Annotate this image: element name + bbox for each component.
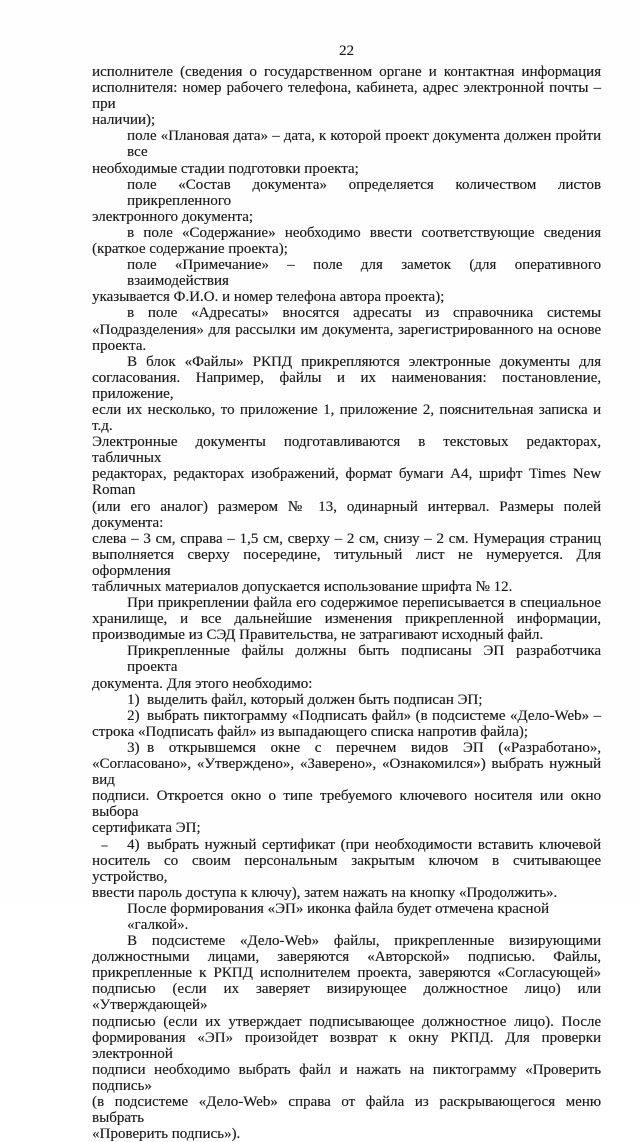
text-line: подписью (если их заверяет визирующее должностное лицо) или «Утверждающей»: [92, 981, 601, 1014]
text-line: редакторах, редакторах изображений, формат бумаги А4, шрифт Times New Roman: [92, 466, 601, 499]
paragraph: [92, 225, 601, 257]
text-block: [92, 64, 601, 1142]
text-line: ввести пароль доступа к ключу), затем нажать на кнопку «Продолжить».: [92, 884, 558, 901]
paragraph: [92, 128, 601, 176]
text-line: «Проверить подпись»).: [92, 1126, 241, 1142]
paragraph: [92, 257, 601, 305]
paragraph: [92, 837, 601, 901]
page-number: 22: [339, 43, 354, 59]
paragraph: [92, 305, 601, 353]
paragraph: [92, 692, 601, 708]
text-line: (краткое содержание проекта);: [92, 241, 288, 258]
text-line: (или его аналог) размером № 13, одинарный интервал. Размеры полей документа:: [92, 498, 601, 531]
text-line: проекта.: [92, 337, 147, 354]
text-line: в поле «Содержание» необходимо ввести соответствующие сведения: [127, 224, 601, 241]
text-line: подписи необходимо выбрать файл и нажать на пиктограмму «Проверить подпись»: [92, 1061, 601, 1094]
text-line: производимые из СЭД Правительства, не затрагивают исходный файл.: [92, 627, 544, 644]
text-line: 1) выделить файл, который должен быть подписан ЭП;: [127, 691, 483, 708]
text-line: должностными лицами, заверяются «Авторской» подписью. Файлы,: [92, 949, 601, 966]
text-line: сертификата ЭП;: [92, 820, 201, 837]
paragraph: [92, 933, 601, 1142]
text-line: Электронные документы подготавливаются в текстовых редакторах, табличных: [92, 434, 601, 467]
text-line: указывается Ф.И.О. и номер телефона автора проекта);: [92, 289, 445, 306]
text-line: 4) выбрать нужный сертификат (при необходимости вставить ключевой: [127, 836, 601, 853]
text-line: «Подразделения» для рассылки им документа, зарегистрированного на основе: [92, 321, 601, 338]
paragraph: [92, 64, 601, 128]
text-line: строка «Подписать файл» из выпадающего списка напротив файла);: [92, 723, 528, 740]
scan-artifact-mark: [101, 845, 108, 847]
text-line: выполняется сверху посередине, титульный лист не нумеруется. Для оформления: [92, 546, 601, 579]
text-line: исполнителя: номер рабочего телефона, кабинета, адрес электронной почты – при: [92, 80, 601, 113]
paragraph: [92, 740, 601, 837]
text-line: При прикреплении файла его содержимое переписывается в специальное: [127, 595, 601, 612]
paragraph: [92, 708, 601, 740]
text-line: поле «Состав документа» определяется количеством листов прикрепленного: [127, 176, 601, 209]
text-line: электронного документа;: [92, 208, 253, 225]
text-line: табличных материалов допускается использование шрифта № 12.: [92, 579, 513, 595]
text-line: исполнителе (сведения о государственном органе и контактная информация: [92, 64, 601, 80]
paragraph: [92, 901, 601, 933]
text-line: согласования. Например, файлы и их наименования: постановление, приложение,: [92, 369, 601, 402]
text-line: если их несколько, то приложение 1, приложение 2, пояснительная записка и т.д.: [92, 401, 601, 435]
text-line: поле «Плановая дата» – дата, к которой проект документа должен пройти все: [127, 128, 601, 161]
paragraph: [92, 354, 601, 595]
text-line: подписью (если их утверждает подписывающее должностное лицо). После: [92, 1013, 601, 1030]
text-line: документа. Для этого необходимо:: [92, 675, 313, 692]
text-line: прикрепленные к РКПД исполнителем проекта, заверяются «Согласующей»: [92, 965, 601, 982]
text-line: Прикрепленные файлы должны быть подписаны ЭП разработчика проекта: [127, 643, 601, 676]
text-line: необходимые стадии подготовки проекта;: [92, 160, 359, 177]
text-line: поле «Примечание» – поле для заметок (для оперативного взаимодействия: [127, 257, 601, 290]
text-line: наличии);: [92, 112, 156, 129]
text-line: носитель со своим персональным закрытым ключом в считывающее устройство,: [92, 852, 601, 885]
text-line: В блок «Файлы» РКПД прикрепляются электронные документы для: [127, 353, 601, 370]
text-line: 2) выбрать пиктограмму «Подписать файл» (в подсистеме «Дело-Web» –: [127, 707, 601, 724]
text-line: 3) в открывшемся окне с перечнем видов ЭП («Разработано»,: [127, 739, 601, 756]
text-line: В подсистеме «Дело-Web» файлы, прикрепленные визирующими: [127, 933, 601, 950]
text-line: в поле «Адресаты» вносятся адресаты из справочника системы: [127, 305, 601, 322]
paragraph: [92, 177, 601, 225]
text-line: подписи. Откроется окно о типе требуемого ключевого носителя или окно выбора: [92, 788, 601, 821]
paragraph: [92, 595, 601, 643]
text-line: «Согласовано», «Утверждено», «Заверено», «Ознакомился») выбрать нужный вид: [92, 756, 601, 789]
paragraph: [92, 643, 601, 691]
text-line: После формирования «ЭП» иконка файла будет отмечена красной «галкой».: [127, 900, 549, 933]
text-line: формирования «ЭП» произойдет возврат к окну РКПД. Для проверки электронной: [92, 1029, 601, 1062]
text-line: слева – 3 см, справа – 1,5 см, сверху – 2 см, снизу – 2 см. Нумерация страниц: [92, 530, 601, 547]
text-line: хранилище, и все дальнейшие изменения прикрепленной информации,: [92, 611, 601, 628]
text-line: (в подсистеме «Дело-Web» справа от файла из раскрывающегося меню выбрать: [92, 1094, 601, 1127]
